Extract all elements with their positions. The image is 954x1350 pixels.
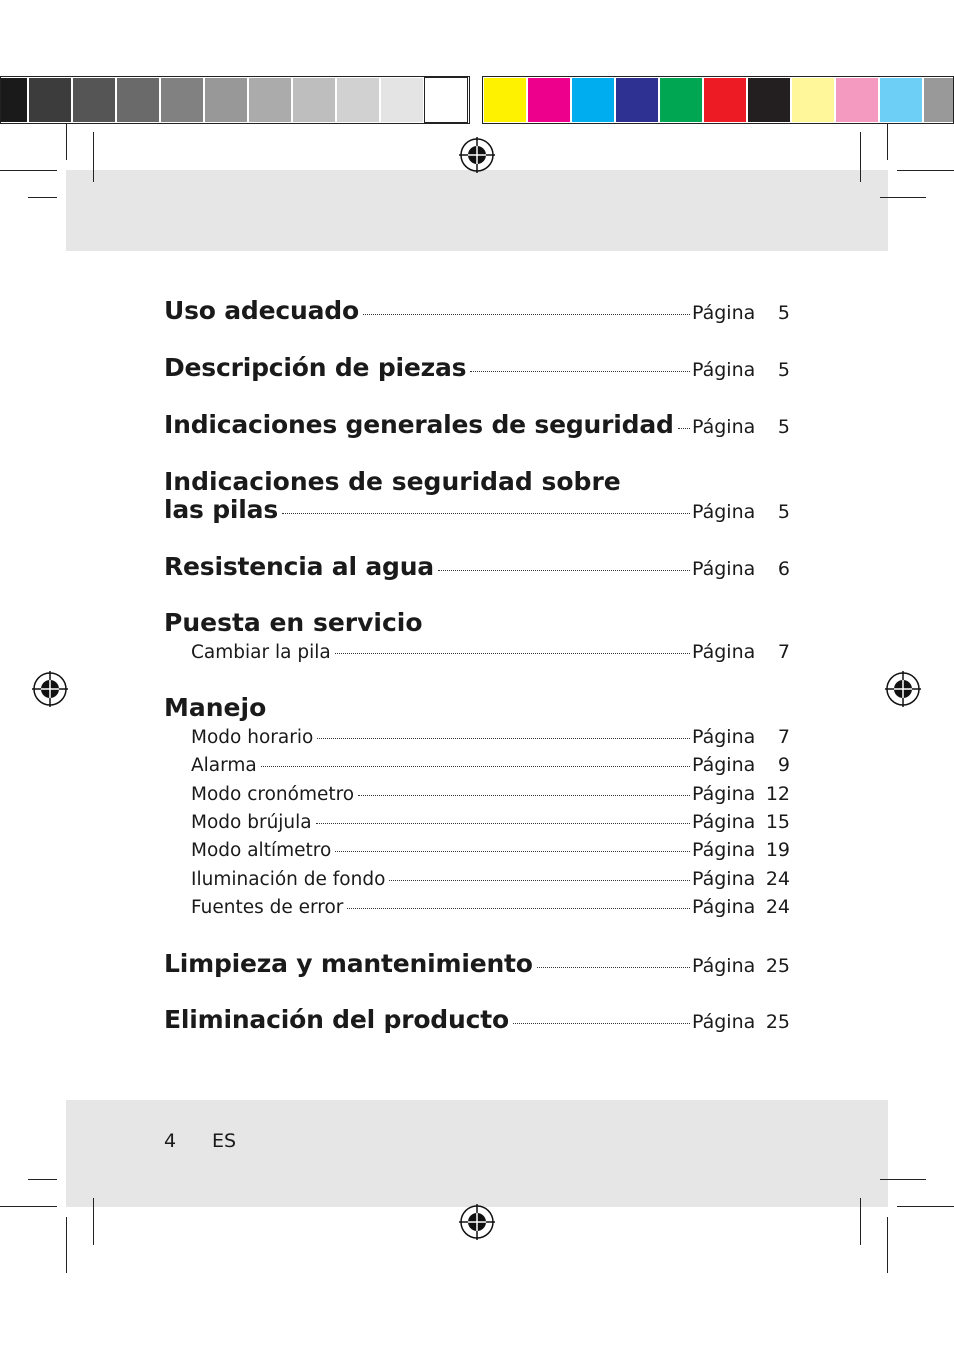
grayscale-swatch — [117, 78, 159, 122]
toc-subentry-title: Modo brújula — [191, 812, 312, 833]
page-label: Página — [692, 302, 756, 324]
dot-leader — [537, 967, 690, 968]
page-label: Página — [692, 558, 756, 580]
dot-leader — [470, 371, 690, 372]
toc-subentry-title: Alarma — [191, 755, 257, 776]
dot-leader — [363, 314, 690, 315]
page-label: Página — [692, 754, 756, 776]
grayscale-swatch — [73, 78, 115, 122]
page-number: 24 — [765, 896, 790, 918]
grayscale-swatch — [425, 78, 467, 122]
dot-leader — [678, 428, 690, 429]
crop-mark — [66, 1217, 67, 1273]
page-number: 7 — [777, 641, 790, 663]
dot-leader — [282, 513, 690, 514]
dot-leader — [335, 851, 690, 852]
toc-subentry[interactable] — [164, 811, 790, 833]
header-band — [66, 170, 888, 251]
page-label: Página — [692, 1011, 756, 1033]
toc-entry[interactable] — [164, 1005, 790, 1034]
crop-mark — [887, 1217, 888, 1273]
crop-mark — [28, 197, 57, 198]
toc-subentry[interactable] — [164, 641, 790, 663]
registration-mark-icon — [459, 137, 495, 173]
toc-subentry-title: Iluminación de fondo — [191, 869, 386, 890]
dot-leader — [513, 1023, 690, 1024]
color-swatch — [792, 78, 834, 122]
toc-subentry[interactable] — [164, 839, 790, 861]
dot-leader — [317, 738, 690, 739]
dot-leader — [316, 823, 690, 824]
dot-leader — [358, 795, 690, 796]
section-heading-manejo: Manejo — [164, 693, 267, 722]
page-number: 19 — [765, 839, 790, 861]
dot-leader — [261, 766, 690, 767]
toc-subentry-title: Cambiar la pila — [191, 642, 331, 663]
page-label: Página — [692, 359, 756, 381]
grayscale-swatch — [337, 78, 379, 122]
page-label: Página — [692, 811, 756, 833]
grayscale-swatch — [29, 78, 71, 122]
toc-entry-title: Descripción de piezas — [164, 353, 467, 382]
page-label: Página — [692, 955, 756, 977]
dot-leader — [335, 653, 690, 654]
crop-mark — [860, 1198, 861, 1245]
color-swatch — [704, 78, 746, 122]
registration-mark-icon — [885, 671, 921, 707]
page-number: 12 — [765, 783, 790, 805]
toc-entry[interactable] — [164, 495, 790, 524]
page-label: Página — [692, 416, 756, 438]
toc-entry-title-line1: Indicaciones de seguridad sobre — [164, 467, 621, 496]
grayscale-swatch — [0, 78, 27, 122]
color-swatch — [924, 78, 954, 122]
footer-band — [66, 1100, 888, 1207]
section-heading-puesta: Puesta en servicio — [164, 608, 423, 637]
page-number: 7 — [777, 726, 790, 748]
page-number: 15 — [765, 811, 790, 833]
grayscale-swatch — [161, 78, 203, 122]
crop-mark — [0, 1206, 57, 1207]
color-swatch — [748, 78, 790, 122]
page-label: Página — [692, 783, 756, 805]
page-number: 25 — [765, 955, 790, 977]
toc-entry[interactable] — [164, 552, 790, 581]
registration-mark-icon — [32, 671, 68, 707]
page-number: 25 — [765, 1011, 790, 1033]
page-number: 5 — [777, 501, 790, 523]
page-label: Página — [692, 896, 756, 918]
toc-subentry[interactable] — [164, 783, 790, 805]
footer-page-number: 4 — [164, 1130, 177, 1152]
crop-mark — [28, 1179, 57, 1180]
toc-subentry-title: Modo horario — [191, 727, 314, 748]
toc-entry-title-line2: las pilas — [164, 495, 279, 524]
crop-mark — [860, 132, 861, 182]
page-number: 5 — [777, 302, 790, 324]
crop-mark — [897, 170, 954, 171]
toc-entry[interactable] — [164, 353, 790, 382]
toc-entry-title: Indicaciones generales de seguridad — [164, 410, 674, 439]
page-number: 5 — [777, 359, 790, 381]
page-label: Página — [692, 641, 756, 663]
dot-leader — [438, 570, 690, 571]
toc-entry-title: Limpieza y mantenimiento — [164, 949, 533, 978]
page-label: Página — [692, 726, 756, 748]
color-swatch — [484, 78, 526, 122]
page-number: 9 — [777, 754, 790, 776]
color-swatch — [572, 78, 614, 122]
toc-entry-title: Uso adecuado — [164, 296, 359, 325]
crop-mark — [93, 132, 94, 182]
crop-mark — [887, 123, 888, 160]
crop-mark — [0, 170, 57, 171]
color-swatch — [836, 78, 878, 122]
page-number: 24 — [765, 868, 790, 890]
toc-subentry-title: Modo cronómetro — [191, 784, 355, 805]
grayscale-swatch — [293, 78, 335, 122]
crop-mark — [880, 197, 926, 198]
crop-mark — [897, 1206, 954, 1207]
toc-subentry[interactable] — [164, 868, 790, 890]
color-swatch — [616, 78, 658, 122]
toc-entry-title: Resistencia al agua — [164, 552, 434, 581]
crop-mark — [66, 123, 67, 160]
color-swatch — [880, 78, 922, 122]
page-label: Página — [692, 839, 756, 861]
toc-subentry-title: Modo altímetro — [191, 840, 332, 861]
page-label: Página — [692, 868, 756, 890]
toc-subentry[interactable] — [164, 726, 790, 748]
dot-leader — [389, 880, 690, 881]
dot-leader — [347, 908, 690, 909]
toc-subentry[interactable] — [164, 896, 790, 918]
page-number: 6 — [777, 558, 790, 580]
page-label: Página — [692, 501, 756, 523]
toc-entry[interactable] — [164, 949, 790, 978]
color-swatch — [660, 78, 702, 122]
toc-subentry-title: Fuentes de error — [191, 897, 344, 918]
crop-mark — [93, 1198, 94, 1245]
toc-subentry[interactable] — [164, 754, 790, 776]
grayscale-swatch — [381, 78, 423, 122]
footer-language: ES — [212, 1130, 237, 1152]
grayscale-swatch — [249, 78, 291, 122]
grayscale-swatch — [205, 78, 247, 122]
color-swatch — [528, 78, 570, 122]
toc-entry[interactable] — [164, 410, 790, 439]
registration-mark-icon — [459, 1204, 495, 1240]
toc-entry-title: Eliminación del producto — [164, 1005, 509, 1034]
crop-mark — [880, 1179, 926, 1180]
toc-entry[interactable] — [164, 296, 790, 325]
page-number: 5 — [777, 416, 790, 438]
